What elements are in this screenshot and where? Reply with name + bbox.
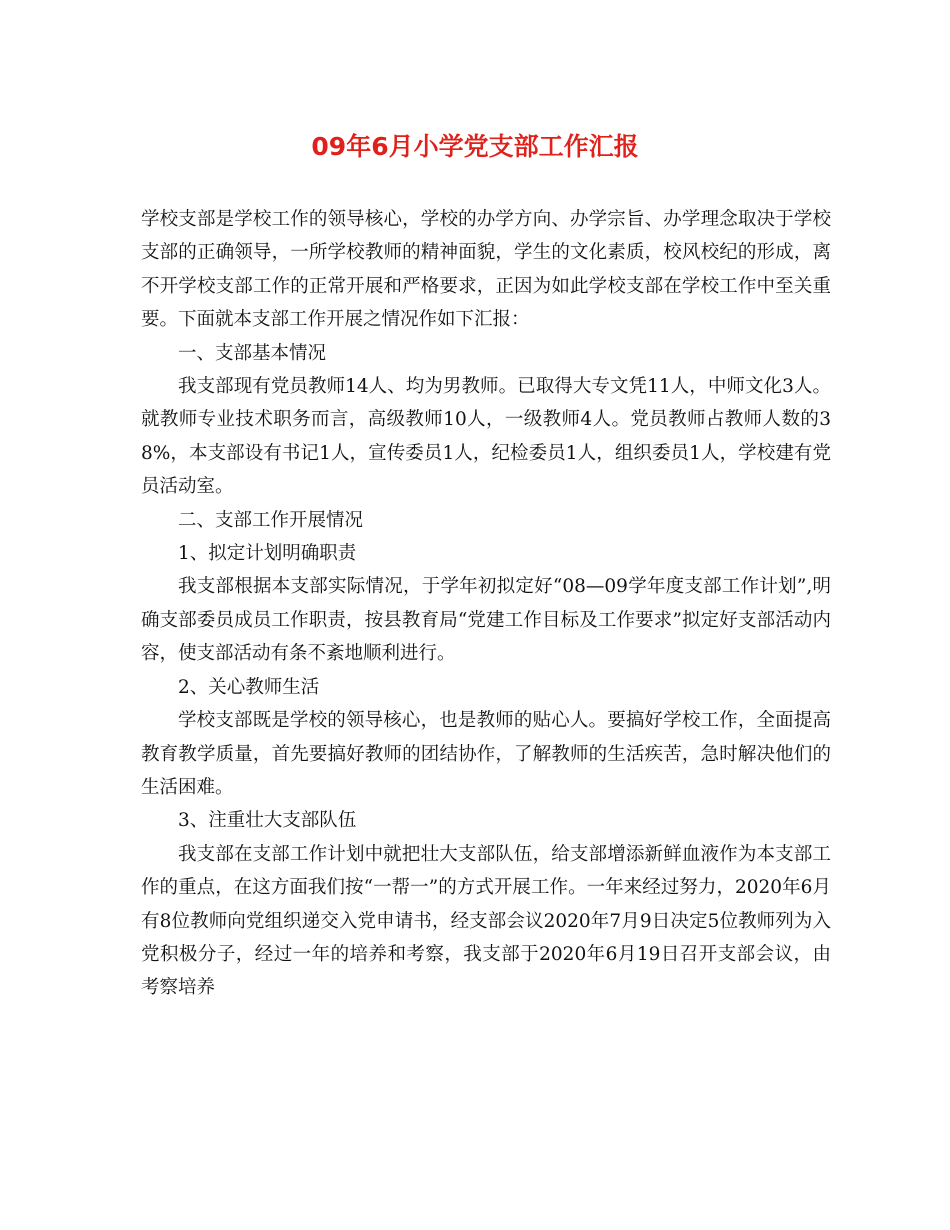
- teacher-care-paragraph: 学校支部既是学校的领导核心，也是教师的贴心人。要搞好学校工作，全面提高教育教学质量，首先要搞好教师的团结协作，了解教师的生活疾苦，急时解决他们的生活困难。: [141, 710, 831, 798]
- subheading-team-growth: 3、注重壮大支部队伍: [178, 810, 357, 832]
- document-body: [141, 203, 831, 1005]
- document-title: 09年6月小学党支部工作汇报: [311, 132, 639, 161]
- team-growth-paragraph: 我支部在支部工作计划中就把壮大支部队伍，给支部增添新鲜血液作为本支部工作的重点，在这方面我们按“一帮一”的方式开展工作。一年来经过努力，2020年6月有8位教师向党组织递交入党申请书，经支部会议2020年7月9日决定5位教师列为入党积极分子，经过一年的培养和考察，我支部于2020年6月19日召开支部会议，由考察培养: [141, 843, 831, 999]
- intro-paragraph: 学校支部是学校工作的领导核心，学校的办学方向、办学宗旨、办学理念取决于学校支部的正确领导，一所学校教师的精神面貌，学生的文化素质，校风校纪的形成，离不开学校支部工作的正常开展和严格要求，正因为如此学校支部在学校工作中至关重要。下面就本支部工作开展之情况作如下汇报：: [141, 209, 831, 331]
- plan-paragraph: 我支部根据本支部实际情况，于学年初拟定好“08—09学年度支部工作计划”,明确支部委员成员工作职责，按县教育局“党建工作目标及工作要求”拟定好支部活动内容，使支部活动有条不紊地顺利进行。: [141, 576, 831, 665]
- section-heading-work-progress: 二、支部工作开展情况: [178, 509, 364, 531]
- basic-info-paragraph: 我支部现有党员教师14人、均为男教师。已取得大专文凭11人，中师文化3人。就教师专业技术职务而言，高级教师10人，一级教师4人。党员教师占教师人数的38%，本支部设有书记1人，宣传委员1人，纪检委员1人，组织委员1人，学校建有党员活动室。: [141, 376, 831, 498]
- section-heading-basic-info: 一、支部基本情况: [178, 342, 327, 364]
- subheading-teacher-care: 2、关心教师生活: [178, 676, 320, 698]
- subheading-plan: 1、拟定计划明确职责: [178, 543, 357, 565]
